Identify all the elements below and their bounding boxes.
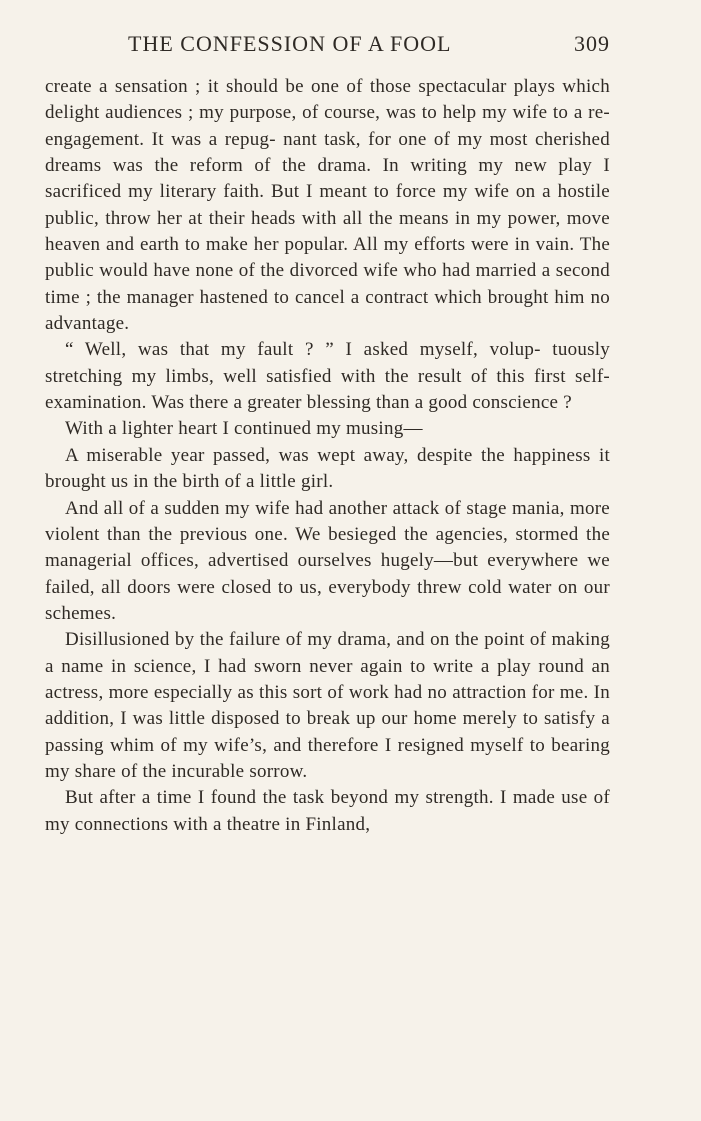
paragraph: With a lighter heart I continued my musing— <box>65 418 423 440</box>
page-number: 309 <box>574 31 610 56</box>
paragraph: Disillusioned by the failure of my drama, and on the point of making a name in science, I had sworn never again to write a play round an actress, more especially as this sort of work had no attraction for me. In addition, I was little disposed to break up our home merely to satisfy a passing whim of my wife’s, and therefore I resigned myself to bearing my share of the incurable sorrow. <box>45 629 610 782</box>
paragraph: But after a time I found the task beyond my strength. I made use of my connections with a theatre in Finland, <box>45 787 610 835</box>
paragraph: “ Well, was that my fault ? ” I asked myself, volup- tuously stretching my limbs, well satisfied with the result of this first self-examination. Was there a greater blessing than a good conscience ? <box>45 339 610 414</box>
paragraph: And all of a sudden my wife had another attack of stage mania, more violent than the previous one. We besieged the agencies, stormed the managerial offices, advertised ourselves hugely—but everywhere we failed, all doors were closed to us, everybody threw cold water on our schemes. <box>45 497 610 624</box>
running-title: THE CONFESSION OF A FOOL <box>128 31 452 56</box>
paragraph: create a sensation ; it should be one of those spectacular plays which delight audiences ; my purpose, of course, was to help my wife to a re-engagement. It was a repug- nant task, for one of my most cherished dreams was the reform of the drama. In writing my new play I sacrificed my literary faith. But I meant to force my wife on a hostile public, throw her at their heads with all the means in my power, move heaven and earth to make her popular. All my efforts were in vain. The public would have none of the divorced wife who had married a second time ; the manager hastened to cancel a contract which brought him no advantage. <box>45 76 610 335</box>
body-text <box>45 74 610 838</box>
page-header <box>45 29 610 59</box>
paragraph: A miserable year passed, was wept away, despite the happiness it brought us in the birth of a little girl. <box>45 444 610 493</box>
